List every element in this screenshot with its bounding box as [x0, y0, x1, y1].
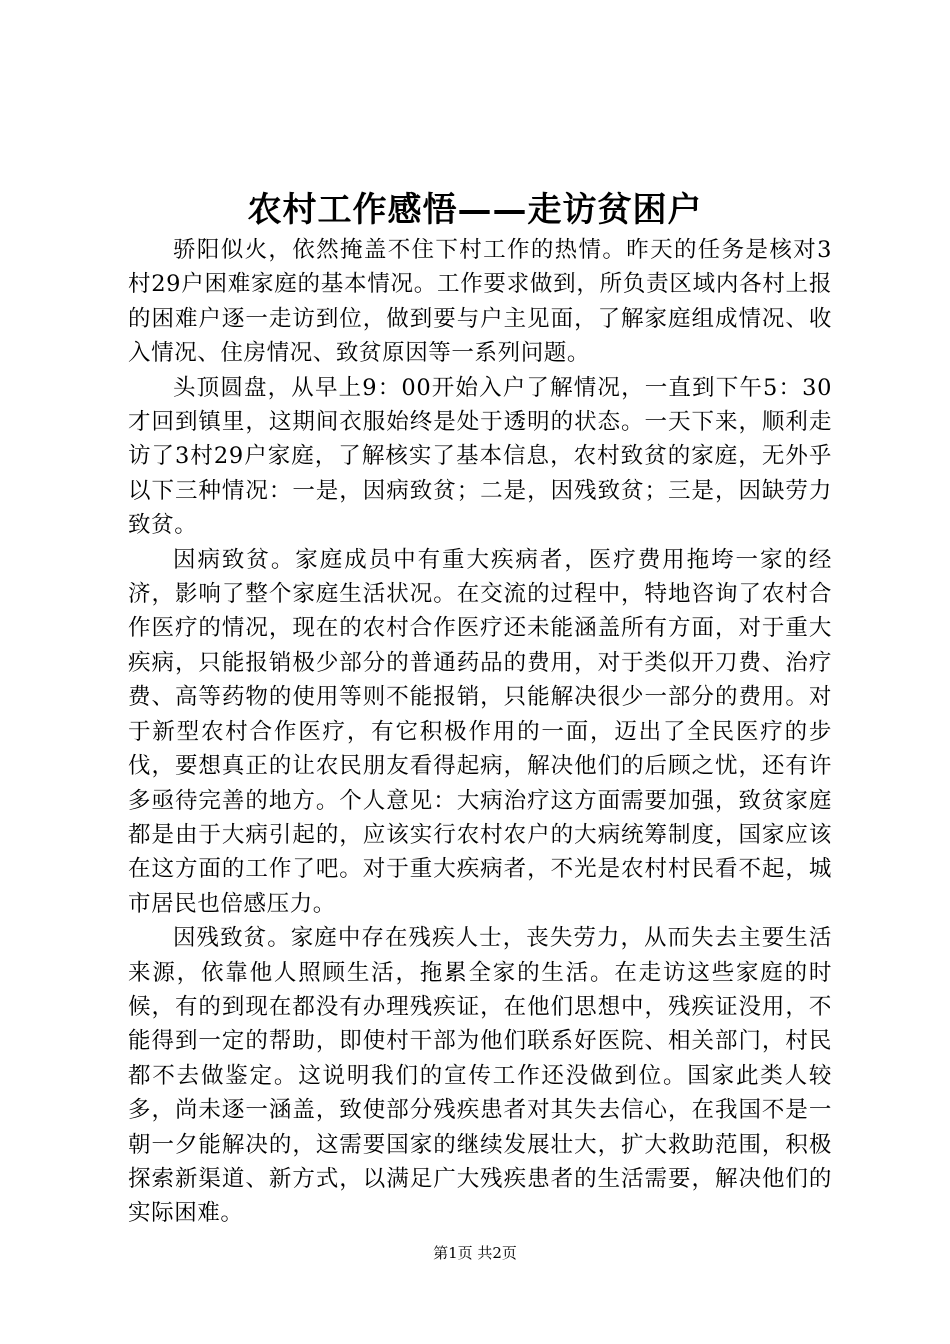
document-title: 农村工作感悟——走访贫困户 — [247, 190, 703, 230]
document-body — [128, 233, 832, 1231]
page-footer: 第1页 共2页 — [433, 1244, 517, 1262]
paragraph-4: 因残致贫。家庭中存在残疾人士，丧失劳力，从而失去主要生活来源，依靠他人照顾生活，拖累全家的生活。在走访这些家庭的时候，有的到现在都没有办理残疾证，在他们思想中，残疾证没用，不能得到一定的帮助，即使村干部为他们联系好医院、相关部门，村民都不去做鉴定。这说明我们的宣传工作还没做到位。国家此类人较多，尚未逐一涵盖，致使部分残疾患者对其失去信心，在我国不是一朝一夕能解决的，这需要国家的继续发展壮大，扩大救助范围，积极探索新渠道、新方式，以满足广大残疾患者的生活需要，解决他们的实际困难。 — [128, 925, 832, 1227]
paragraph-2: 头顶圆盘，从早上9：00开始入户了解情况，一直到下午5：30才回到镇里，这期间衣服始终是处于透明的状态。一天下来，顺利走访了3村29户家庭，了解核实了基本信息，农村致贫的家庭，无外乎以下三种情况：一是，因病致贫；二是，因残致贫；三是，因缺劳力致贫。 — [128, 374, 832, 539]
paragraph-1: 骄阳似火，依然掩盖不住下村工作的热情。昨天的任务是核对3村29户困难家庭的基本情况。工作要求做到，所负责区域内各村上报的困难户逐一走访到位，做到要与户主见面，了解家庭组成情况、收入情况、住房情况、致贫原因等一系列问题。 — [128, 237, 832, 367]
paragraph-3: 因病致贫。家庭成员中有重大疾病者，医疗费用拖垮一家的经济，影响了整个家庭生活状况。在交流的过程中，特地咨询了农村合作医疗的情况，现在的农村合作医疗还未能涵盖所有方面，对于重大疾病，只能报销极少部分的普通药品的费用，对于类似开刀费、治疗费、高等药物的使用等则不能报销，只能解决很少一部分的费用。对于新型农村合作医疗，有它积极作用的一面，迈出了全民医疗的步伐，要想真正的让农民朋友看得起病，解决他们的后顾之忧，还有许多亟待完善的地方。个人意见：大病治疗这方面需要加强，致贫家庭都是由于大病引起的，应该实行农村农户的大病统筹制度，国家应该在这方面的工作了吧。对于重大疾病者，不光是农村村民看不起，城市居民也倍感压力。 — [128, 546, 832, 917]
